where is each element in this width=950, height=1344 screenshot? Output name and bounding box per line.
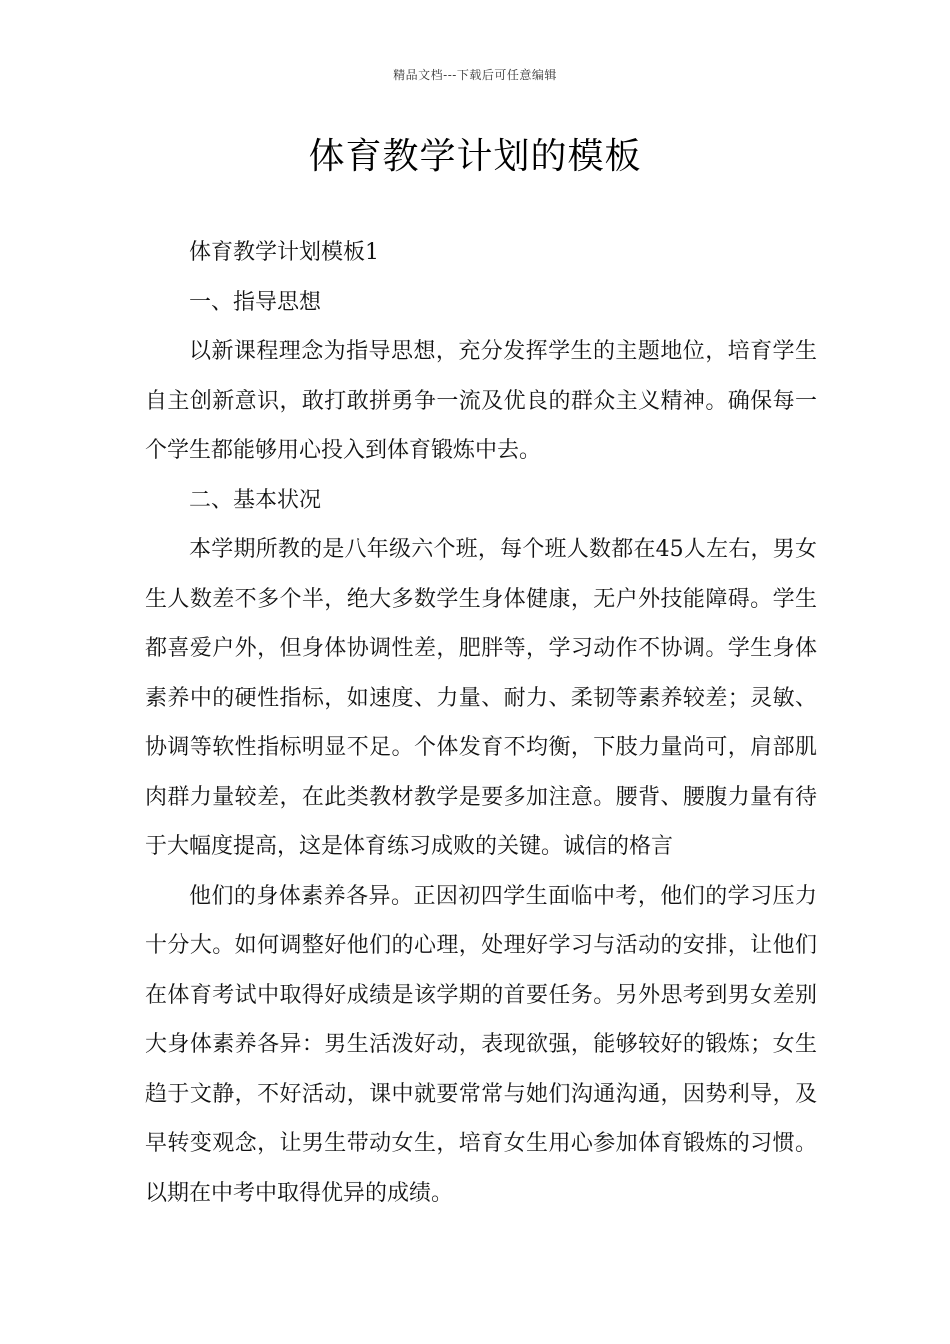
paragraph-basic-situation: 本学期所教的是八年级六个班，每个班人数都在45人左右，男女生人数差不多个半，绝大多数学生身体健康，无户外技能障碍。学生都喜爱户外，但身体协调性差，肥胖等，学习动作不协调。学生身体素养中的硬性指标，如速度、力量、耐力、柔韧等素养较差；灵敏、协调等软性指标明显不足。个体发育不均衡，下肢力量尚可，肩部肌肉群力量较差，在此类教材教学是要多加注意。腰背、腰腹力量有待于大幅度提高，这是体育练习成败的关键。诚信的格言 bbox=[145, 537, 817, 859]
document-body bbox=[145, 228, 817, 1218]
paragraph-student-differences: 他们的身体素养各异。正因初四学生面临中考，他们的学习压力十分大。如何调整好他们的心理，处理好学习与活动的安排，让他们在体育考试中取得好成绩是该学期的首要任务。另外思考到男女差别大身体素养各异：男生活泼好动，表现欲强，能够较好的锻炼；女生趋于文静，不好活动，课中就要常常与她们沟通沟通，因势利导，及早转变观念，让男生带动女生，培育女生用心参加体育锻炼的习惯。以期在中考中取得优异的成绩。 bbox=[145, 883, 817, 1206]
document-title: 体育教学计划的模板 bbox=[308, 136, 642, 177]
header-note: 精品文档---下载后可任意编辑 bbox=[393, 68, 557, 82]
section-heading-template: 体育教学计划模板1 bbox=[189, 240, 379, 265]
paragraph-guiding-ideology: 以新课程理念为指导思想，充分发挥学生的主题地位，培育学生自主创新意识，敢打敢拼勇争一流及优良的群众主义精神。确保每一个学生都能够用心投入到体育锻炼中去。 bbox=[145, 339, 817, 463]
section-heading-basic-situation: 二、基本状况 bbox=[189, 487, 322, 513]
section-heading-guiding-ideology: 一、指导思想 bbox=[189, 289, 322, 315]
